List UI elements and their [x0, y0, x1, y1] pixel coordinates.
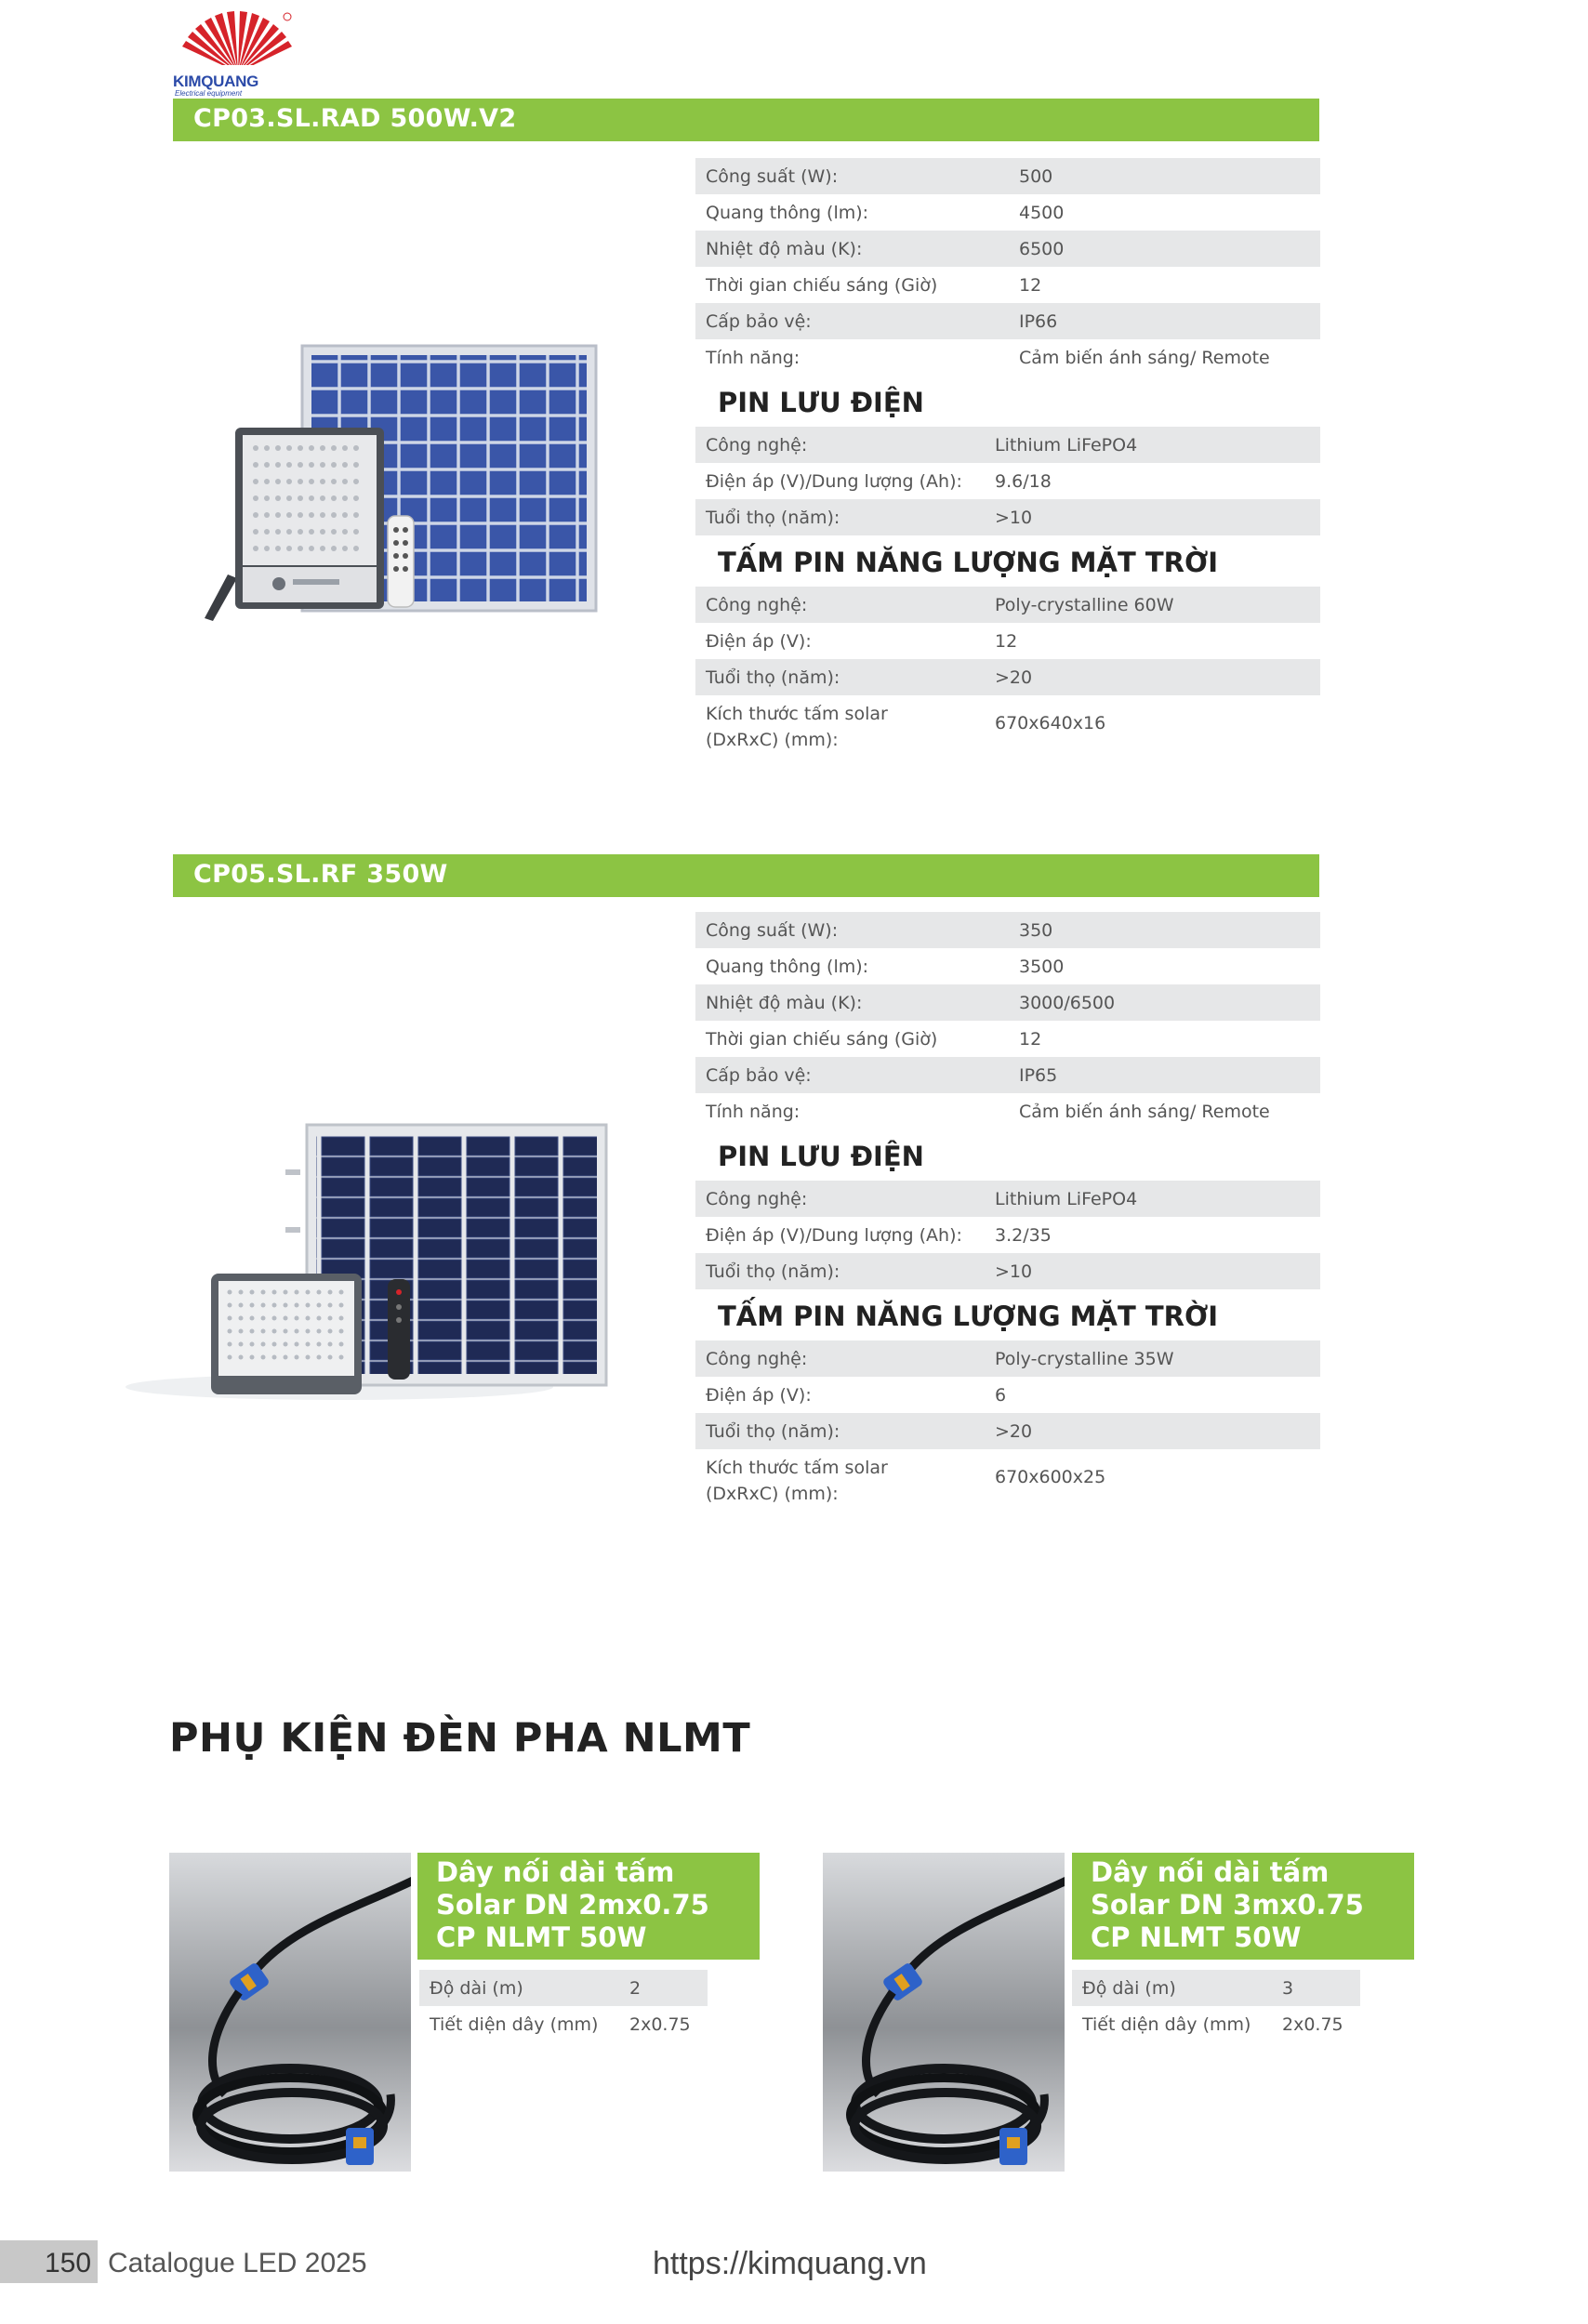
solar-row: Điện áp (V): 12 [706, 631, 1018, 652]
solar-subheading: TẤM PIN NĂNG LƯỢNG MẶT TRỜI [718, 1301, 1219, 1332]
battery-row: Công nghệ: Lithium LiFePO4 [695, 427, 1320, 463]
battery-row: Điện áp (V)/Dung lượng (Ah): 3.2/35 [706, 1225, 1052, 1246]
spec-row: Nhiệt độ màu (K): 3000/6500 [695, 984, 1320, 1021]
battery-subheading: PIN LƯU ĐIỆN [718, 387, 924, 418]
spec-row: Thời gian chiếu sáng (Giờ) 12 [706, 1029, 1042, 1050]
product-image-solar-floodlight [126, 1116, 609, 1413]
accessory-name-box [1072, 1853, 1414, 1960]
product-heading-bar [173, 854, 1319, 897]
brand-name: KIMQUANG [173, 73, 259, 90]
solar-row: Tuổi thọ (năm): >20 [695, 1413, 1320, 1449]
accessory-image-cable [823, 1853, 1065, 2172]
battery-row: Công nghệ: Lithium LiFePO4 [695, 1181, 1320, 1217]
accessory-spec-row: Tiết diện dây (mm) 2x0.75 [1082, 2014, 1343, 2035]
product-code: CP05.SL.RF 350W [193, 860, 448, 889]
spec-row: Công suất (W): 350 [695, 912, 1320, 948]
accessory-spec-table [419, 1970, 708, 2042]
spec-table-main [695, 912, 1320, 1505]
spec-row: Thời gian chiếu sáng (Giờ) 12 [706, 275, 1042, 296]
catalogue-label: Catalogue LED 2025 [108, 2248, 367, 2278]
brand-tagline: Electrical equipment [175, 89, 243, 98]
accessory-spec-row: Độ dài (m) 3 [1072, 1970, 1360, 2006]
spec-row: Công suất (W): 500 [695, 158, 1320, 194]
page-number: 150 [45, 2248, 92, 2278]
battery-row: Tuổi thọ (năm): >10 [695, 1253, 1320, 1289]
spec-row: Quang thông (lm): 3500 [706, 957, 1065, 977]
spec-row: Tính năng: Cảm biến ánh sáng/ Remote [706, 348, 1270, 368]
spec-row: Quang thông (lm): 4500 [706, 203, 1065, 223]
accessory-spec-table [1072, 1970, 1360, 2042]
spec-row: Cấp bảo vệ: IP65 [695, 1057, 1320, 1093]
brand-logo [173, 9, 303, 98]
website-link[interactable]: https://kimquang.vn [653, 2246, 927, 2281]
battery-row: Điện áp (V)/Dung lượng (Ah): 9.6/18 [706, 471, 1052, 492]
spec-row: Cấp bảo vệ: IP66 [695, 303, 1320, 339]
solar-row: Công nghệ: Poly-crystalline 35W [695, 1340, 1320, 1377]
solar-row: Điện áp (V): 6 [706, 1385, 1007, 1406]
battery-row: Tuổi thọ (năm): >10 [695, 499, 1320, 535]
accessory-name: Dây nối dài tấm Solar DN 2mx0.75 CP NLMT 50W [436, 1856, 709, 1953]
accessory-spec-row: Độ dài (m) 2 [419, 1970, 708, 2006]
spec-table-main [695, 158, 1320, 751]
battery-subheading: PIN LƯU ĐIỆN [718, 1141, 924, 1172]
solar-row: Công nghệ: Poly-crystalline 60W [695, 587, 1320, 623]
accessory-spec-row: Tiết diện dây (mm) 2x0.75 [430, 2014, 691, 2035]
solar-subheading: TẤM PIN NĂNG LƯỢNG MẶT TRỜI [718, 547, 1219, 578]
product-heading-bar [173, 99, 1319, 141]
spec-row: Nhiệt độ màu (K): 6500 [695, 231, 1320, 267]
accessory-name: Dây nối dài tấm Solar DN 3mx0.75 CP NLMT 50W [1091, 1856, 1364, 1953]
sunburst-logo-icon [173, 9, 303, 74]
product-code: CP03.SL.RAD 500W.V2 [193, 104, 517, 133]
section-title: PHỤ KIỆN ĐÈN PHA NLMT [169, 1715, 751, 1762]
spec-row: Tính năng: Cảm biến ánh sáng/ Remote [706, 1102, 1270, 1122]
solar-row: Tuổi thọ (năm): >20 [695, 659, 1320, 695]
accessory-image-cable [169, 1853, 411, 2172]
product-image-solar-floodlight [191, 335, 609, 632]
solar-row: Kích thước tấm solar (DxRxC) (mm): 670x640x16 [706, 704, 1106, 750]
accessory-name-box [417, 1853, 760, 1960]
solar-row: Kích thước tấm solar (DxRxC) (mm): 670x600x25 [706, 1458, 1106, 1504]
